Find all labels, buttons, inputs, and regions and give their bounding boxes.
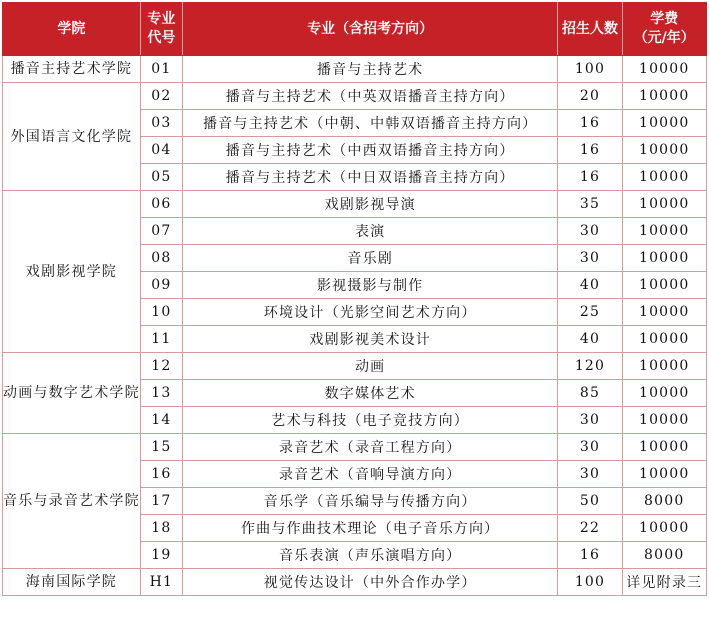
major-code: 01 xyxy=(140,56,182,83)
major-code: 16 xyxy=(140,461,182,488)
major-code: 13 xyxy=(140,380,182,407)
table-row xyxy=(3,56,707,83)
major-code: 19 xyxy=(140,542,182,569)
major-code: 08 xyxy=(140,245,182,272)
header-code-line2: 代号 xyxy=(147,30,176,46)
major-code: 04 xyxy=(140,137,182,164)
enrollment-count: 85 xyxy=(558,380,622,407)
enrollment-count: 40 xyxy=(558,272,622,299)
major-code: 18 xyxy=(140,515,182,542)
major-name: 戏剧影视美术设计 xyxy=(182,326,558,353)
table-row xyxy=(3,83,707,110)
college-name: 音乐与录音艺术学院 xyxy=(3,434,141,569)
major-code: H1 xyxy=(140,569,182,596)
enrollment-count: 20 xyxy=(558,83,622,110)
enrollment-count: 30 xyxy=(558,218,622,245)
enrollment-count: 22 xyxy=(558,515,622,542)
enrollment-count: 30 xyxy=(558,407,622,434)
major-name: 播音与主持艺术（中英双语播音主持方向） xyxy=(182,83,558,110)
tuition-fee: 10000 xyxy=(622,191,707,218)
tuition-fee: 10000 xyxy=(622,218,707,245)
major-name: 播音与主持艺术（中日双语播音主持方向） xyxy=(182,164,558,191)
college-name: 外国语言文化学院 xyxy=(3,83,141,191)
tuition-fee: 10000 xyxy=(622,353,707,380)
header-fee-line2: （元/年） xyxy=(633,30,695,46)
major-code: 03 xyxy=(140,110,182,137)
tuition-fee: 10000 xyxy=(622,110,707,137)
tuition-fee: 详见附录三 xyxy=(622,569,707,596)
major-code: 05 xyxy=(140,164,182,191)
enrollment-count: 16 xyxy=(558,137,622,164)
table-row xyxy=(3,353,707,380)
tuition-fee: 10000 xyxy=(622,407,707,434)
major-name: 播音与主持艺术 xyxy=(182,56,558,83)
header-code xyxy=(140,3,182,56)
major-code: 07 xyxy=(140,218,182,245)
major-code: 12 xyxy=(140,353,182,380)
major-name: 戏剧影视导演 xyxy=(182,191,558,218)
header-fee xyxy=(622,3,707,56)
tuition-fee: 10000 xyxy=(622,515,707,542)
major-name: 影视摄影与制作 xyxy=(182,272,558,299)
major-name: 播音与主持艺术（中西双语播音主持方向） xyxy=(182,137,558,164)
major-code: 17 xyxy=(140,488,182,515)
enrollment-count: 30 xyxy=(558,434,622,461)
major-name: 录音艺术（音响导演方向） xyxy=(182,461,558,488)
header-row xyxy=(3,3,707,56)
tuition-fee: 10000 xyxy=(622,380,707,407)
major-name: 动画 xyxy=(182,353,558,380)
major-name: 数字媒体艺术 xyxy=(182,380,558,407)
enrollment-count: 100 xyxy=(558,56,622,83)
major-name: 视觉传达设计（中外合作办学） xyxy=(182,569,558,596)
enrollment-count: 50 xyxy=(558,488,622,515)
major-name: 音乐学（音乐编导与传播方向） xyxy=(182,488,558,515)
enrollment-count: 120 xyxy=(558,353,622,380)
college-name: 动画与数字艺术学院 xyxy=(3,353,141,434)
table-row xyxy=(3,191,707,218)
major-code: 02 xyxy=(140,83,182,110)
enrollment-count: 25 xyxy=(558,299,622,326)
enrollment-count: 30 xyxy=(558,245,622,272)
major-code: 10 xyxy=(140,299,182,326)
header-major: 专业（含招考方向） xyxy=(182,3,558,56)
table-body xyxy=(3,56,707,596)
tuition-fee: 10000 xyxy=(622,83,707,110)
admission-table xyxy=(2,2,707,596)
major-name: 播音与主持艺术（中朝、中韩双语播音主持方向） xyxy=(182,110,558,137)
enrollment-count: 100 xyxy=(558,569,622,596)
tuition-fee: 8000 xyxy=(622,542,707,569)
enrollment-count: 16 xyxy=(558,542,622,569)
header-fee-line1: 学费 xyxy=(650,11,679,27)
enrollment-count: 16 xyxy=(558,110,622,137)
enrollment-count: 16 xyxy=(558,164,622,191)
enrollment-count: 30 xyxy=(558,461,622,488)
major-name: 环境设计（光影空间艺术方向） xyxy=(182,299,558,326)
header-code-line1: 专业 xyxy=(147,11,176,27)
major-code: 09 xyxy=(140,272,182,299)
major-name: 音乐剧 xyxy=(182,245,558,272)
tuition-fee: 10000 xyxy=(622,56,707,83)
tuition-fee: 10000 xyxy=(622,137,707,164)
major-name: 作曲与作曲技术理论（电子音乐方向） xyxy=(182,515,558,542)
tuition-fee: 10000 xyxy=(622,434,707,461)
major-code: 15 xyxy=(140,434,182,461)
major-code: 11 xyxy=(140,326,182,353)
college-name: 海南国际学院 xyxy=(3,569,141,596)
major-name: 艺术与科技（电子竞技方向） xyxy=(182,407,558,434)
enrollment-count: 40 xyxy=(558,326,622,353)
tuition-fee: 10000 xyxy=(622,164,707,191)
major-code: 14 xyxy=(140,407,182,434)
table-row xyxy=(3,569,707,596)
tuition-fee: 10000 xyxy=(622,299,707,326)
header-college: 学院 xyxy=(3,3,141,56)
tuition-fee: 8000 xyxy=(622,488,707,515)
college-name: 播音主持艺术学院 xyxy=(3,56,141,83)
enrollment-count: 35 xyxy=(558,191,622,218)
header-enrollment: 招生人数 xyxy=(558,3,622,56)
tuition-fee: 10000 xyxy=(622,272,707,299)
college-name: 戏剧影视学院 xyxy=(3,191,141,353)
major-name: 音乐表演（声乐演唱方向） xyxy=(182,542,558,569)
tuition-fee: 10000 xyxy=(622,245,707,272)
table-row xyxy=(3,434,707,461)
major-code: 06 xyxy=(140,191,182,218)
tuition-fee: 10000 xyxy=(622,461,707,488)
major-name: 表演 xyxy=(182,218,558,245)
major-name: 录音艺术（录音工程方向） xyxy=(182,434,558,461)
tuition-fee: 10000 xyxy=(622,326,707,353)
